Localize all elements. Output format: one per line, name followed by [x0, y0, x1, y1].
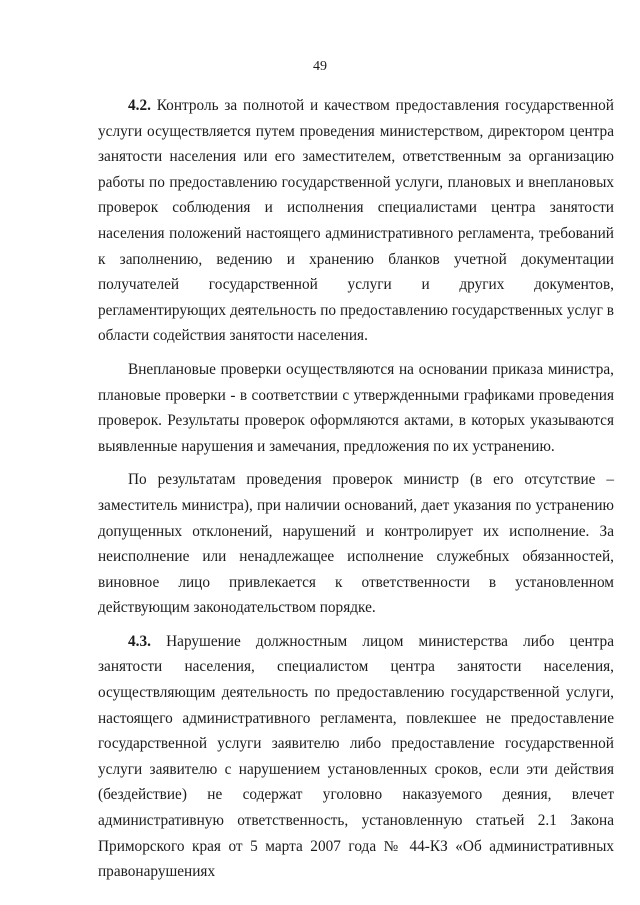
page-number: 49	[313, 59, 327, 74]
paragraph-4-2	[98, 93, 614, 349]
paragraph-inspection-results	[98, 467, 614, 621]
section-number: 4.2.	[128, 97, 151, 114]
paragraph-text: Нарушение должностным лицом министерства либо центра занятости населения, специалистом центра занятости населения, осуществляющим деятельность по предоставлению государственной услуги, настоящего административного регламента, повлекшее не предоставление государственной услуги заявителю либо предоставление государственной услуги заявителю с нарушением установленных сроков, если эти действия (бездействие) не содержат уголовно наказуемого деяния, влечет административную ответственность, установленную статьей 2.1 Закона Приморского края от 5 марта 2007 года № 44-КЗ «Об административных правонарушениях	[98, 632, 614, 881]
paragraph-unscheduled-inspections	[98, 357, 614, 459]
section-number: 4.3.	[128, 632, 151, 650]
paragraph-text: Контроль за полнотой и качеством предоставления государственной услуги осуществляется путем проведения министерством, директором центра занятости населения или его заместителем, ответственным за организацию работы по предоставлению государственной услуги, плановых и внеплановых проверок соблюдения и исполнения специалистами центра занятости населения положений настоящего административного регламента, требований к заполнению, ведению и хранению бланков учетной документации получателей государственной услуги и других документов, регламентирующих деятельность по предоставлению государственных услуг в области содействия занятости населения.	[98, 97, 614, 345]
paragraph-4-3	[98, 629, 614, 885]
paragraph-text: По результатам проведения проверок министр (в его отсутствие – заместитель министра), при наличии оснований, дает указания по устранению допущенных отклонений, нарушений и контролирует их исполнение. За неисполнение или ненадлежащее исполнение служебных обязанностей, виновное лицо привлекается к ответственности в установленном действующим законодательством порядке.	[98, 471, 614, 617]
paragraph-text: Внеплановые проверки осуществляются на основании приказа министра, плановые проверки - в соответствии с утвержденными графиками проведения проверок. Результаты проверок оформляются актами, в которых указываются выявленные нарушения и замечания, предложения по их устранению.	[98, 360, 614, 455]
document-body	[98, 93, 614, 885]
